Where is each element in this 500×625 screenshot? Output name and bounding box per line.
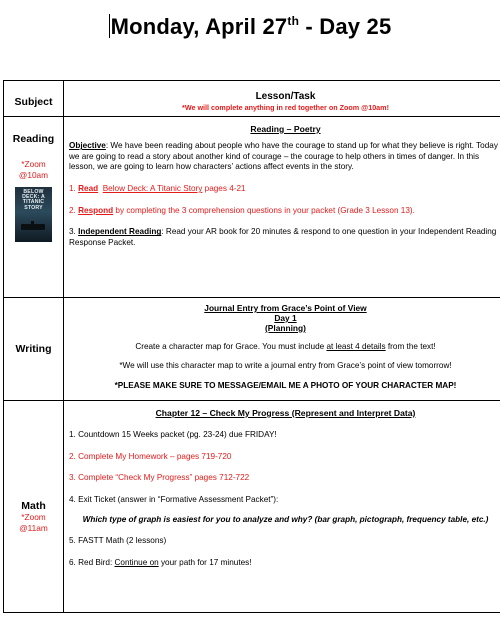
- reading-heading: Reading – Poetry: [250, 124, 321, 134]
- math-row: [4, 401, 500, 613]
- math-zoom-time: *Zoom @11am: [19, 511, 48, 533]
- page-title: [0, 14, 500, 40]
- step-1-book-title: Below Deck: A Titanic Story: [102, 184, 203, 194]
- math-item-4: 4. Exit Ticket (answer in “Formative Assessment Packet”):: [69, 495, 279, 505]
- step-3-label: Independent Reading: [78, 227, 162, 237]
- math-item-6-underlined: Continue on: [114, 558, 159, 568]
- step-2-label: Respond: [78, 205, 114, 215]
- step-1-number: 1.: [69, 184, 79, 194]
- math-task-cell: [64, 401, 500, 613]
- book-cover-text: BELOW DECK: A TITANIC STORY: [22, 188, 45, 211]
- step-3-number: 3.: [69, 227, 79, 237]
- reading-step-3: [69, 227, 500, 248]
- writing-row: [4, 298, 500, 401]
- math-item-5: 5. FASTT Math (2 lessons): [69, 536, 167, 546]
- text-cursor: [109, 14, 110, 38]
- step-2-number: 2.: [69, 205, 79, 215]
- lesson-plan-table: [3, 80, 500, 613]
- writing-line-1-underlined: at least 4 details: [326, 341, 386, 351]
- table-header-row: [4, 81, 500, 117]
- ship-silhouette-shape: [21, 224, 45, 230]
- math-item-1: 1. Countdown 15 Weeks packet (pg. 23-24) due FRIDAY!: [69, 430, 277, 440]
- writing-instruction-3: *PLEASE MAKE SURE TO MESSAGE/EMAIL ME A PHOTO OF YOUR CHARACTER MAP!: [114, 381, 457, 391]
- zoom-note: *We will complete anything in red together on Zoom @10am!: [182, 103, 389, 112]
- exit-ticket-question: Which type of graph is easiest for you to analyze and why? (bar graph, pictograph, frequency table, etc.): [82, 514, 489, 524]
- lesson-column-header: [64, 81, 500, 117]
- objective-text: : We have been reading about people who have the courage to stand up for what they believe is right. Today we are going to read a story about another kind of courage – the courage to help others in times of danger. In this lesson, we are going to learn how characters’ actions affect events in the story.: [69, 141, 498, 172]
- subject-column-header: Subject: [4, 81, 64, 117]
- title-sup: th: [287, 14, 300, 28]
- writing-instruction-2: *We will use this character map to write a journal entry from Grace’s point of view tomorrow!: [119, 361, 452, 371]
- math-item-6-pre: 6. Red Bird:: [69, 558, 115, 568]
- step-1-pages: pages 4-21: [202, 184, 246, 194]
- writing-instruction-1: [69, 342, 500, 353]
- journal-title: [69, 304, 500, 334]
- objective-label: Objective: [69, 141, 106, 151]
- writing-task-cell: [64, 298, 500, 401]
- reading-zoom-time: *Zoom @10am: [18, 159, 49, 180]
- step-3-text: : Read your AR book for 20 minutes & respond to one question in your Independent Reading Response Packet.: [69, 227, 497, 248]
- title-rest: - Day 25: [299, 14, 392, 39]
- title-main: Monday, April 27: [110, 14, 288, 39]
- step-1-label: Read: [78, 184, 99, 194]
- math-subject-cell: [4, 401, 64, 613]
- step-2-text: by completing the 3 comprehension questions in your packet (Grade 3 Lesson 13).: [113, 205, 415, 215]
- reading-objective: [69, 141, 500, 173]
- reading-step-1: [69, 184, 500, 195]
- writing-line-1-post: from the text!: [385, 341, 436, 351]
- math-subject-label: Math: [21, 499, 46, 512]
- writing-subject-cell: [4, 298, 64, 401]
- math-item-2: 2. Complete My Homework – pages 719-720: [69, 451, 232, 461]
- math-item-3: 3. Complete “Check My Progress” pages 712-722: [69, 473, 250, 483]
- writing-line-1-pre: Create a character map for Grace. You must include: [135, 341, 327, 351]
- reading-subject-cell: [4, 117, 64, 298]
- reading-subject-label: Reading: [12, 133, 55, 145]
- journal-title-line-2: Day 1: [274, 312, 297, 323]
- math-item-6: [69, 558, 500, 569]
- book-cover-image: [15, 187, 52, 242]
- journal-title-line-1: Journal Entry from Grace’s Point of View: [204, 303, 367, 313]
- reading-row: [4, 117, 500, 298]
- journal-title-line-3: (Planning): [265, 322, 306, 333]
- reading-task-cell: [64, 117, 500, 298]
- math-item-6-post: your path for 17 minutes!: [158, 558, 252, 568]
- writing-subject-label: Writing: [15, 343, 52, 355]
- math-heading: Chapter 12 – Check My Progress (Represent and Interpret Data): [155, 408, 416, 418]
- lesson-task-label: Lesson/Task: [255, 91, 316, 102]
- reading-step-2: [69, 206, 500, 217]
